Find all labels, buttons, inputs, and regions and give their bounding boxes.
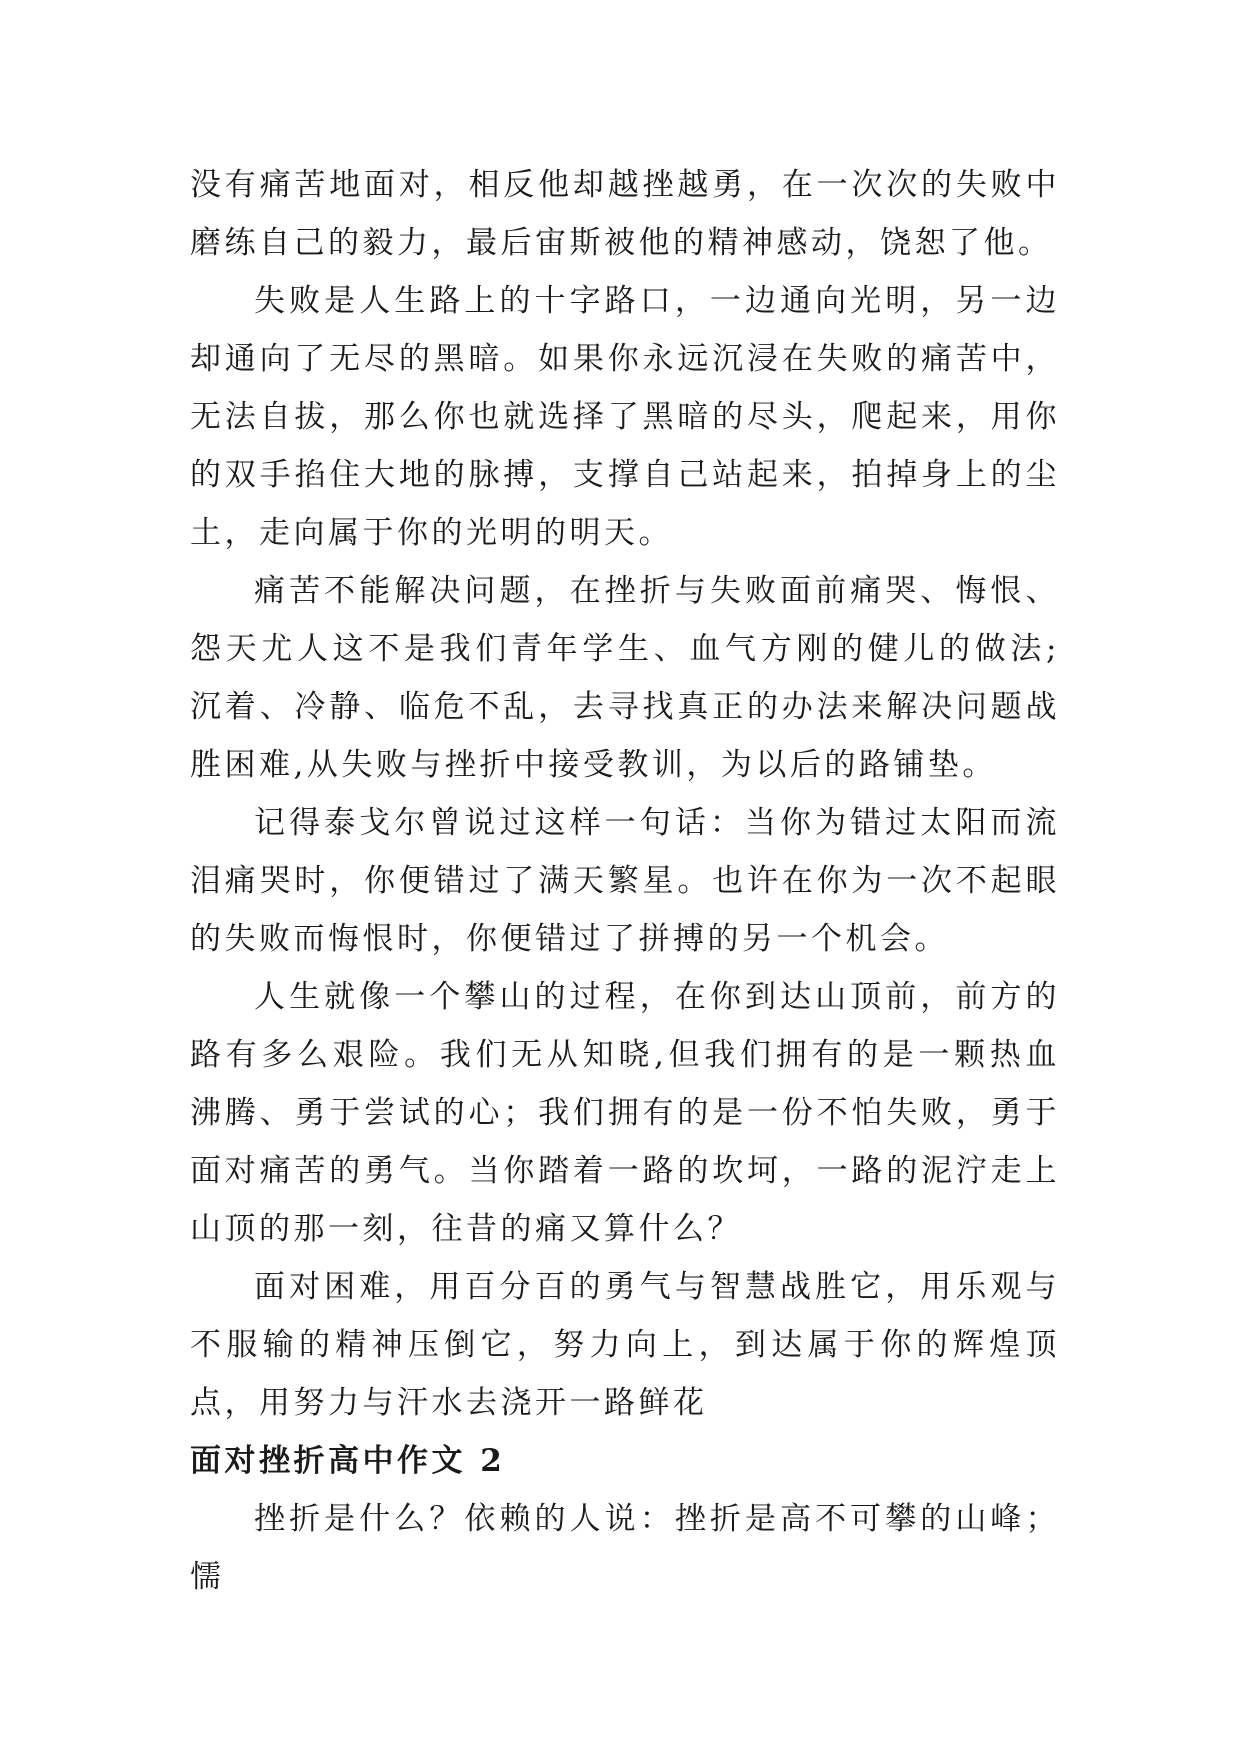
paragraph-5: 人生就像一个攀山的过程，在你到达山顶前，前方的路有多么艰险。我们无从知晓,但我们拥有的是一颗热血沸腾、勇于尝试的心；我们拥有的是一份不怕失败，勇于面对痛苦的勇气。当你踏着一路的坎坷，一路的泥泞走上山顶的那一刻，往昔的痛又算什么？	[190, 979, 1060, 1247]
paragraph-1: 没有痛苦地面对，相反他却越挫越勇，在一次次的失败中磨练自己的毅力，最后宙斯被他的精神感动，饶恕了他。	[190, 167, 1060, 261]
section-heading: 面对挫折高中作文 2	[190, 1443, 506, 1479]
essay-body	[190, 156, 1060, 1606]
paragraph-7: 挫折是什么？依赖的人说：挫折是高不可攀的山峰；懦	[190, 1501, 1060, 1595]
paragraph-2: 失败是人生路上的十字路口，一边通向光明，另一边却通向了无尽的黑暗。如果你永远沉浸在失败的痛苦中，无法自拔，那么你也就选择了黑暗的尽头，爬起来，用你的双手掐住大地的脉搏，支撑自己站起来，拍掉身上的尘土，走向属于你的光明的明天。	[190, 283, 1060, 551]
paragraph-4: 记得泰戈尔曾说过这样一句话：当你为错过太阳而流泪痛哭时，你便错过了满天繁星。也许在你为一次不起眼的失败而悔恨时，你便错过了拼搏的另一个机会。	[190, 805, 1060, 957]
paragraph-3: 痛苦不能解决问题，在挫折与失败面前痛哭、悔恨、怨天尤人这不是我们青年学生、血气方刚的健儿的做法;沉着、冷静、临危不乱，去寻找真正的办法来解决问题战胜困难,从失败与挫折中接受教训，为以后的路铺垫。	[190, 573, 1060, 783]
paragraph-6: 面对困难，用百分百的勇气与智慧战胜它，用乐观与不服输的精神压倒它，努力向上，到达属于你的辉煌顶点，用努力与汗水去浇开一路鲜花	[190, 1269, 1060, 1421]
